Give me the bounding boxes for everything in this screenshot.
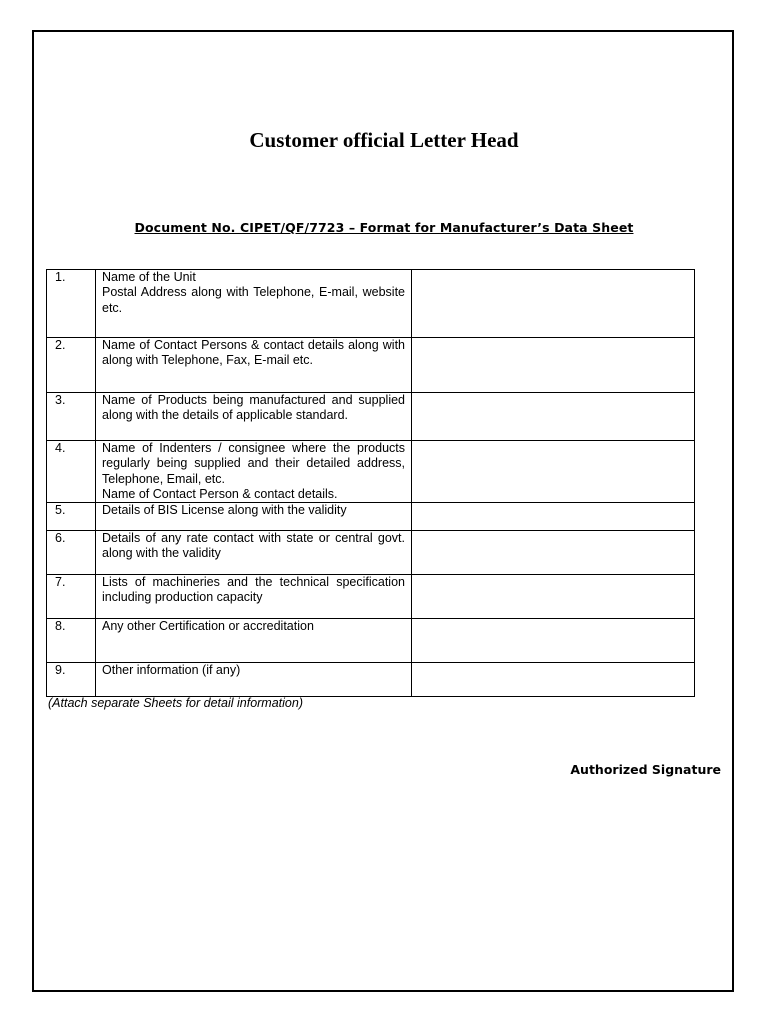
row-number: 8. — [47, 619, 96, 663]
row-number: 6. — [47, 531, 96, 575]
table-row — [47, 531, 695, 575]
row-label — [96, 663, 412, 697]
row-number: 9. — [47, 663, 96, 697]
row-number: 1. — [47, 270, 96, 338]
table-row — [47, 619, 695, 663]
authorized-signature-label: Authorized Signature — [570, 762, 721, 777]
row-value-cell[interactable] — [412, 441, 695, 503]
row-value-cell[interactable] — [412, 663, 695, 697]
row-number: 3. — [47, 393, 96, 441]
table-row — [47, 270, 695, 338]
row-label-line: Other information (if any) — [102, 663, 241, 678]
row-value-cell[interactable] — [412, 531, 695, 575]
row-label — [96, 441, 412, 503]
table-row — [47, 393, 695, 441]
letter-head-title: Customer official Letter Head — [249, 128, 519, 152]
row-label — [96, 531, 412, 575]
row-label-line: Any other Certification or accreditation — [102, 619, 314, 634]
row-label-line: Details of BIS License along with the validity — [102, 503, 347, 518]
row-label-line: Details of any rate contact with state or central govt. along with the validity — [102, 531, 405, 561]
row-value-cell[interactable] — [412, 270, 695, 338]
row-label — [96, 338, 412, 393]
row-label-line: Name of Contact Persons & contact details along with along with Telephone, Fax, E-mail etc. — [102, 338, 405, 368]
row-label — [96, 619, 412, 663]
table-row — [47, 503, 695, 531]
row-value-cell[interactable] — [412, 619, 695, 663]
table-row — [47, 575, 695, 619]
row-number: 4. — [47, 441, 96, 503]
row-number: 5. — [47, 503, 96, 531]
row-label — [96, 575, 412, 619]
table-row — [47, 338, 695, 393]
document-heading: Document No. CIPET/QF/7723 – Format for Manufacturer’s Data Sheet — [134, 220, 634, 235]
table-row — [47, 663, 695, 697]
row-number: 7. — [47, 575, 96, 619]
row-label-line: Name of Indenters / consignee where the products regularly being supplied and their detailed address, Telephone, Email, etc. — [102, 441, 405, 486]
row-value-cell[interactable] — [412, 503, 695, 531]
row-label-line: Name of the Unit — [102, 270, 196, 284]
row-label-line: Name of Contact Person & contact details. — [102, 486, 338, 501]
row-number: 2. — [47, 338, 96, 393]
row-label — [96, 270, 412, 338]
row-label — [96, 393, 412, 441]
row-value-cell[interactable] — [412, 338, 695, 393]
manufacturer-data-table — [46, 269, 695, 697]
row-label-line: Name of Products being manufactured and supplied along with the details of applicable standard. — [102, 393, 405, 423]
row-label — [96, 503, 412, 531]
row-value-cell[interactable] — [412, 575, 695, 619]
row-label-line: Postal Address along with Telephone, E-mail, website etc. — [102, 285, 405, 315]
row-label-line: Lists of machineries and the technical specification including production capacity — [102, 575, 405, 605]
row-value-cell[interactable] — [412, 393, 695, 441]
table-row — [47, 441, 695, 503]
attach-note: (Attach separate Sheets for detail information) — [48, 696, 303, 710]
